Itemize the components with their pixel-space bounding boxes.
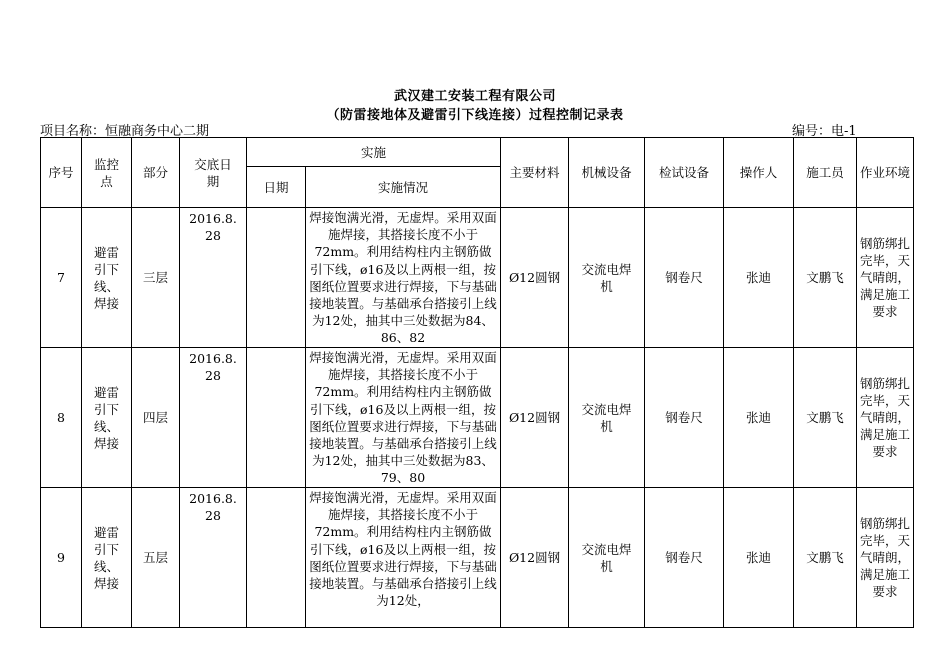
row-environment: 钢筋绑扎 完毕，天 气晴朗， 满足施工 要求 <box>857 488 914 628</box>
row-material: Ø12圆钢 <box>501 348 569 488</box>
row-operator: 张迪 <box>724 208 794 348</box>
company-name: 武汉建工安装工程有限公司 <box>393 89 556 104</box>
row-operator: 张迪 <box>724 348 794 488</box>
row-handover-date: 2016.8. 28 <box>180 348 247 488</box>
row-monitor-point: 避雷 引下 线、 焊接 <box>82 488 132 628</box>
header-seq: 序号 <box>41 138 82 208</box>
row-seq: 7 <box>41 208 82 348</box>
header-machine: 机械设备 <box>569 138 645 208</box>
row-test-equipment: 钢卷尺 <box>645 348 724 488</box>
header-constructor: 施工员 <box>794 138 857 208</box>
row-handover-date: 2016.8. 28 <box>180 488 247 628</box>
header-impl-detail: 实施情况 <box>306 167 501 208</box>
row-seq: 9 <box>41 488 82 628</box>
header-test-equipment: 检试设备 <box>645 138 724 208</box>
row-impl-date <box>247 488 306 628</box>
header-impl-date: 日期 <box>247 167 306 208</box>
row-handover-date: 2016.8. 28 <box>180 208 247 348</box>
row-constructor: 文鹏飞 <box>794 208 857 348</box>
row-machine: 交流电焊 机 <box>569 208 645 348</box>
table-row <box>41 348 914 488</box>
table-row <box>41 208 914 348</box>
header-part: 部分 <box>132 138 180 208</box>
row-impl-date <box>247 348 306 488</box>
row-impl-detail: 焊接饱满光滑，无虚焊。采用双面施焊接，其搭接长度不小于72mm。利用结构柱内主钢筋做引下线，ø16及以上两根一组，按图纸位置要求进行焊接，下与基础接地装置。与基础承台搭接引上线为12处，抽其中三处数据为83、79、80 <box>306 348 501 488</box>
row-part: 四层 <box>132 348 180 488</box>
row-seq: 8 <box>41 348 82 488</box>
header-environment: 作业环境 <box>857 138 914 208</box>
row-part: 五层 <box>132 488 180 628</box>
header-operator: 操作人 <box>724 138 794 208</box>
row-test-equipment: 钢卷尺 <box>645 208 724 348</box>
row-machine: 交流电焊 机 <box>569 488 645 628</box>
row-part: 三层 <box>132 208 180 348</box>
row-machine: 交流电焊 机 <box>569 348 645 488</box>
row-constructor: 文鹏飞 <box>794 488 857 628</box>
table-row <box>41 488 914 628</box>
row-material: Ø12圆钢 <box>501 488 569 628</box>
header-material: 主要材料 <box>501 138 569 208</box>
row-impl-date <box>247 208 306 348</box>
row-impl-detail: 焊接饱满光滑，无虚焊。采用双面施焊接，其搭接长度不小于72mm。利用结构柱内主钢筋做引下线，ø16及以上两根一组，按图纸位置要求进行焊接，下与基础接地装置。与基础承台搭接引上线为12处，抽其中三处数据为84、86、82 <box>306 208 501 348</box>
row-material: Ø12圆钢 <box>501 208 569 348</box>
row-test-equipment: 钢卷尺 <box>645 488 724 628</box>
row-monitor-point: 避雷 引下 线、 焊接 <box>82 208 132 348</box>
row-impl-detail: 焊接饱满光滑，无虚焊。采用双面施焊接，其搭接长度不小于72mm。利用结构柱内主钢筋做引下线，ø16及以上两根一组，按图纸位置要求进行焊接，下与基础接地装置。与基础承台搭接引上线为12处， <box>306 488 501 628</box>
header-handover-date: 交底日 期 <box>180 138 247 208</box>
header-implementation: 实施 <box>247 138 501 167</box>
row-constructor: 文鹏飞 <box>794 348 857 488</box>
project-name: 项目名称：恒融商务中心二期 <box>40 124 210 139</box>
form-title: （防雷接地体及避雷引下线连接）过程控制记录表 <box>326 108 624 123</box>
process-control-table <box>40 137 914 628</box>
row-operator: 张迪 <box>724 488 794 628</box>
row-environment: 钢筋绑扎 完毕，天 气晴朗， 满足施工 要求 <box>857 208 914 348</box>
row-environment: 钢筋绑扎 完毕，天 气晴朗， 满足施工 要求 <box>857 348 914 488</box>
row-monitor-point: 避雷 引下 线、 焊接 <box>82 348 132 488</box>
header-monitor-point: 监控 点 <box>82 138 132 208</box>
form-number: 编号：电-1 <box>792 124 857 139</box>
